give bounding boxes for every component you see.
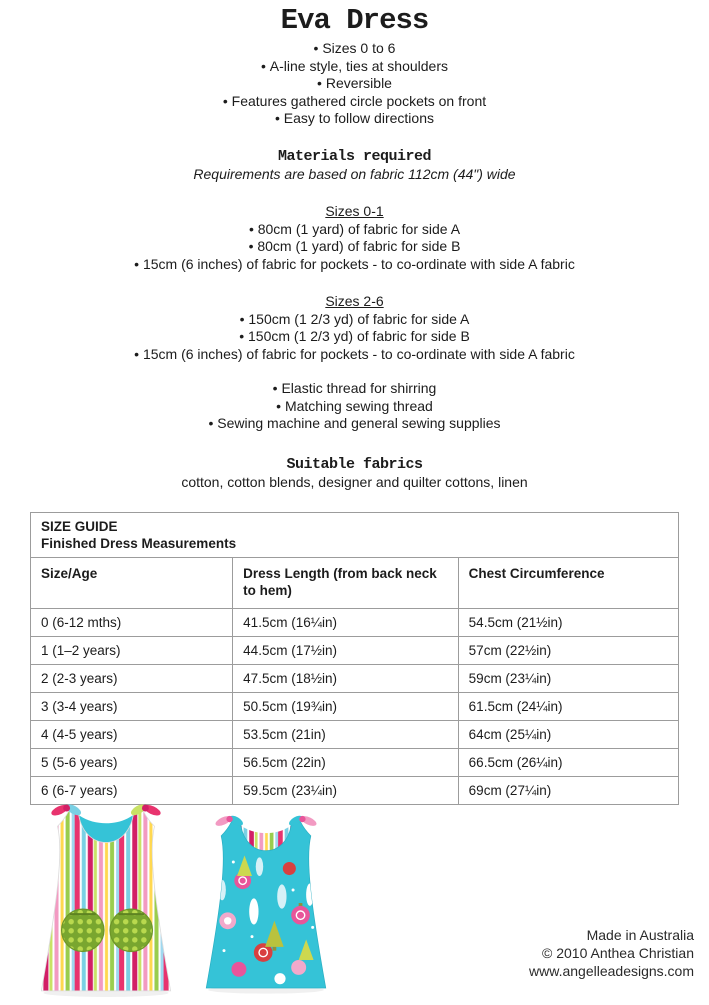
cell-size-age: 2 (2-3 years) <box>31 665 233 693</box>
cell-chest: 57cm (22½in) <box>458 637 678 665</box>
footer-website: www.angelleadesigns.com <box>529 963 694 979</box>
material-item: • Sewing machine and general sewing supplies <box>0 415 709 433</box>
cell-dress-length: 56.5cm (22in) <box>233 749 459 777</box>
cell-dress-length: 50.5cm (19¾in) <box>233 693 459 721</box>
circle-pocket <box>110 909 152 951</box>
cell-chest: 54.5cm (21½in) <box>458 609 678 637</box>
table-header-row <box>31 558 679 609</box>
cell-dress-length: 53.5cm (21in) <box>233 721 459 749</box>
material-item: • Elastic thread for shirring <box>0 380 709 398</box>
material-item: • 150cm (1 2/3 yd) of fabric for side A <box>0 311 709 329</box>
cell-size-age: 6 (6-7 years) <box>31 777 233 805</box>
cell-chest: 61.5cm (24¼in) <box>458 693 678 721</box>
dress-photos <box>30 799 336 1001</box>
feature-item: • Easy to follow directions <box>0 110 709 128</box>
material-item: • Matching sewing thread <box>0 398 709 416</box>
sizes-0-1-heading: Sizes 0-1 <box>325 203 384 219</box>
materials-note: Requirements are based on fabric 112cm (44") wide <box>193 165 516 182</box>
column-header-dress-length: Dress Length (from back neck to hem) <box>233 558 459 609</box>
size-guide-title: SIZE GUIDE <box>41 519 118 534</box>
side-a-striped-dress-photo <box>30 799 182 1001</box>
cell-size-age: 3 (3-4 years) <box>31 693 233 721</box>
table-row <box>31 693 679 721</box>
cell-dress-length: 41.5cm (16¼in) <box>233 609 459 637</box>
general-materials-list <box>0 380 709 433</box>
size-guide-table <box>30 512 679 805</box>
feature-item: • A-line style, ties at shoulders <box>0 58 709 76</box>
cell-chest: 69cm (27¼in) <box>458 777 678 805</box>
cell-chest: 66.5cm (26¼in) <box>458 749 678 777</box>
material-item: • 15cm (6 inches) of fabric for pockets - to co-ordinate with side A fabric <box>0 256 709 274</box>
sizes-2-6-list <box>0 311 709 364</box>
material-item: • 15cm (6 inches) of fabric for pockets - to co-ordinate with side A fabric <box>0 346 709 364</box>
circle-pocket <box>62 909 104 951</box>
column-header-size-age: Size/Age <box>31 558 233 609</box>
cell-dress-length: 47.5cm (18½in) <box>233 665 459 693</box>
material-item: • 150cm (1 2/3 yd) of fabric for side B <box>0 328 709 346</box>
table-caption <box>31 513 679 558</box>
table-row <box>31 721 679 749</box>
footer <box>529 926 694 980</box>
sizes-2-6-heading: Sizes 2-6 <box>325 293 384 309</box>
table-caption-row <box>31 513 679 558</box>
table-row <box>31 609 679 637</box>
footer-copyright: © 2010 Anthea Christian <box>542 945 694 961</box>
cell-size-age: 4 (4-5 years) <box>31 721 233 749</box>
cell-chest: 64cm (25¼in) <box>458 721 678 749</box>
material-item: • 80cm (1 yard) of fabric for side B <box>0 238 709 256</box>
table-row <box>31 665 679 693</box>
cell-size-age: 1 (1–2 years) <box>31 637 233 665</box>
cell-chest: 59cm (23¼in) <box>458 665 678 693</box>
feature-item: • Features gathered circle pockets on front <box>0 93 709 111</box>
feature-item: • Reversible <box>0 75 709 93</box>
feature-item: • Sizes 0 to 6 <box>0 40 709 58</box>
feature-list <box>0 40 709 128</box>
cell-dress-length: 44.5cm (17½in) <box>233 637 459 665</box>
cell-size-age: 5 (5-6 years) <box>31 749 233 777</box>
column-header-chest: Chest Circumference <box>458 558 678 609</box>
cell-size-age: 0 (6-12 mths) <box>31 609 233 637</box>
size-guide-subtitle: Finished Dress Measurements <box>41 536 237 551</box>
sizes-0-1-list <box>0 221 709 274</box>
table-row <box>31 637 679 665</box>
cell-dress-length: 59.5cm (23¼in) <box>233 777 459 805</box>
material-item: • 80cm (1 yard) of fabric for side A <box>0 221 709 239</box>
fabrics-heading: Suitable fabrics <box>286 455 423 473</box>
table-row <box>31 749 679 777</box>
side-b-ornament-dress-photo <box>196 807 336 1001</box>
materials-heading: Materials required <box>277 147 432 165</box>
footer-made-in: Made in Australia <box>586 927 694 943</box>
fabrics-text: cotton, cotton blends, designer and quilter cottons, linen <box>181 473 528 490</box>
page-title: Eva Dress <box>280 4 429 37</box>
